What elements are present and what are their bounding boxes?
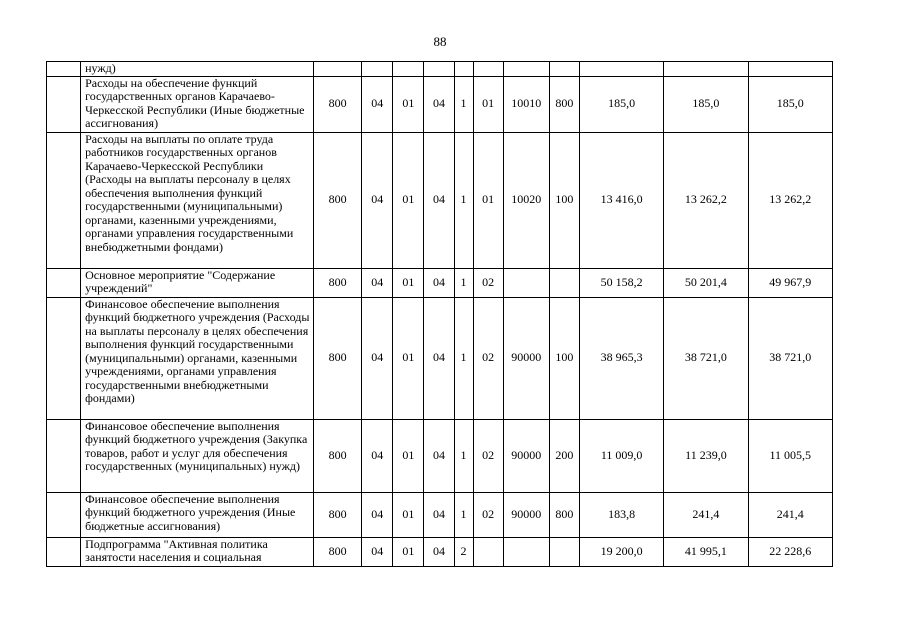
code-subprogram: 2	[454, 537, 473, 566]
code-expense-type: 100	[549, 297, 579, 419]
code-program: 04	[424, 268, 454, 297]
code-event: 02	[473, 419, 503, 492]
code-program: 04	[424, 132, 454, 268]
code-direction: 10020	[503, 132, 549, 268]
code-program	[424, 62, 454, 77]
amount-year-3	[748, 62, 832, 77]
amount-year-2: 50 201,4	[664, 268, 748, 297]
amount-year-1: 19 200,0	[579, 537, 663, 566]
amount-year-3: 22 228,6	[748, 537, 832, 566]
amount-year-2	[664, 62, 748, 77]
code-expense-type: 800	[549, 492, 579, 537]
table-row	[47, 537, 833, 566]
row-marker-cell	[47, 62, 81, 77]
amount-year-1: 13 416,0	[579, 132, 663, 268]
code-subsection: 01	[393, 132, 424, 268]
code-direction	[503, 268, 549, 297]
code-section: 04	[362, 297, 393, 419]
code-program: 04	[424, 76, 454, 132]
amount-year-1	[579, 62, 663, 77]
code-section	[362, 62, 393, 77]
code-event	[473, 62, 503, 77]
code-expense-type: 100	[549, 132, 579, 268]
amount-year-2: 38 721,0	[664, 297, 748, 419]
code-event: 02	[473, 297, 503, 419]
code-ministry: 800	[314, 537, 362, 566]
amount-year-1: 11 009,0	[579, 419, 663, 492]
code-ministry: 800	[314, 132, 362, 268]
code-program: 04	[424, 492, 454, 537]
code-expense-type	[549, 268, 579, 297]
code-subsection: 01	[393, 537, 424, 566]
row-name: Финансовое обеспечение выполнения функций бюджетного учреждения (Расходы на выплаты персоналу в целях обеспечения выполнения функций государственными (муниципальными) органами, казенными учреждениями, органами управления государственными внебюджетными фондами)	[81, 297, 314, 419]
table-row	[47, 62, 833, 77]
code-expense-type	[549, 537, 579, 566]
row-name: Расходы на выплаты по оплате труда работников государственных органов Карачаево-Черкесской Республики (Расходы на выплаты персоналу в целях обеспечения выполнения функций государственными (муниципальными) органами, казенными учреждениями, органами управления государственными внебюджетными фондами)	[81, 132, 314, 268]
row-name: Подпрограмма "Активная политика занятости населения и социальная	[81, 537, 314, 566]
row-marker-cell	[47, 492, 81, 537]
code-expense-type: 800	[549, 76, 579, 132]
code-subsection: 01	[393, 76, 424, 132]
code-subprogram: 1	[454, 132, 473, 268]
code-event: 02	[473, 492, 503, 537]
code-subprogram	[454, 62, 473, 77]
amount-year-2: 13 262,2	[664, 132, 748, 268]
code-direction: 90000	[503, 419, 549, 492]
amount-year-3: 241,4	[748, 492, 832, 537]
code-event: 01	[473, 132, 503, 268]
table-row	[47, 419, 833, 492]
page-number: 88	[433, 34, 447, 49]
code-subsection	[393, 62, 424, 77]
amount-year-2: 41 995,1	[664, 537, 748, 566]
code-subsection: 01	[393, 268, 424, 297]
code-direction	[503, 62, 549, 77]
code-program: 04	[424, 537, 454, 566]
code-subsection: 01	[393, 419, 424, 492]
code-subprogram: 1	[454, 76, 473, 132]
amount-year-3: 13 262,2	[748, 132, 832, 268]
code-ministry: 800	[314, 268, 362, 297]
amount-year-3: 11 005,5	[748, 419, 832, 492]
row-marker-cell	[47, 76, 81, 132]
code-subprogram: 1	[454, 297, 473, 419]
amount-year-1: 185,0	[579, 76, 663, 132]
table-row	[47, 492, 833, 537]
code-subprogram: 1	[454, 268, 473, 297]
code-section: 04	[362, 76, 393, 132]
row-name: Финансовое обеспечение выполнения функций бюджетного учреждения (Иные бюджетные ассигнования)	[81, 492, 314, 537]
amount-year-1: 183,8	[579, 492, 663, 537]
row-name: Расходы на обеспечение функций государственных органов Карачаево-Черкесской Республики (Иные бюджетные ассигнования)	[81, 76, 314, 132]
row-name: Финансовое обеспечение выполнения функций бюджетного учреждения (Закупка товаров, работ и услуг для обеспечения государственных (муниципальных) нужд)	[81, 419, 314, 492]
amount-year-3: 38 721,0	[748, 297, 832, 419]
code-section: 04	[362, 268, 393, 297]
code-subsection: 01	[393, 297, 424, 419]
code-program: 04	[424, 419, 454, 492]
code-subprogram: 1	[454, 419, 473, 492]
row-marker-cell	[47, 419, 81, 492]
code-expense-type	[549, 62, 579, 77]
code-direction: 10010	[503, 76, 549, 132]
budget-table	[46, 61, 833, 567]
amount-year-2: 241,4	[664, 492, 748, 537]
table-row	[47, 76, 833, 132]
amount-year-3: 49 967,9	[748, 268, 832, 297]
code-event	[473, 537, 503, 566]
row-marker-cell	[47, 268, 81, 297]
code-section: 04	[362, 419, 393, 492]
code-direction	[503, 537, 549, 566]
code-section: 04	[362, 492, 393, 537]
code-expense-type: 200	[549, 419, 579, 492]
code-direction: 90000	[503, 297, 549, 419]
row-marker-cell	[47, 297, 81, 419]
table-row	[47, 297, 833, 419]
amount-year-2: 11 239,0	[664, 419, 748, 492]
code-program: 04	[424, 297, 454, 419]
amount-year-2: 185,0	[664, 76, 748, 132]
code-ministry: 800	[314, 492, 362, 537]
table-row	[47, 268, 833, 297]
code-ministry: 800	[314, 297, 362, 419]
table-row	[47, 132, 833, 268]
code-ministry: 800	[314, 419, 362, 492]
code-section: 04	[362, 537, 393, 566]
code-subprogram: 1	[454, 492, 473, 537]
code-direction: 90000	[503, 492, 549, 537]
code-event: 02	[473, 268, 503, 297]
code-event: 01	[473, 76, 503, 132]
row-marker-cell	[47, 537, 81, 566]
amount-year-1: 38 965,3	[579, 297, 663, 419]
code-ministry: 800	[314, 76, 362, 132]
row-marker-cell	[47, 132, 81, 268]
amount-year-3: 185,0	[748, 76, 832, 132]
row-name: Основное мероприятие "Содержание учреждений"	[81, 268, 314, 297]
code-section: 04	[362, 132, 393, 268]
code-ministry	[314, 62, 362, 77]
row-name: нужд)	[81, 62, 314, 77]
code-subsection: 01	[393, 492, 424, 537]
amount-year-1: 50 158,2	[579, 268, 663, 297]
